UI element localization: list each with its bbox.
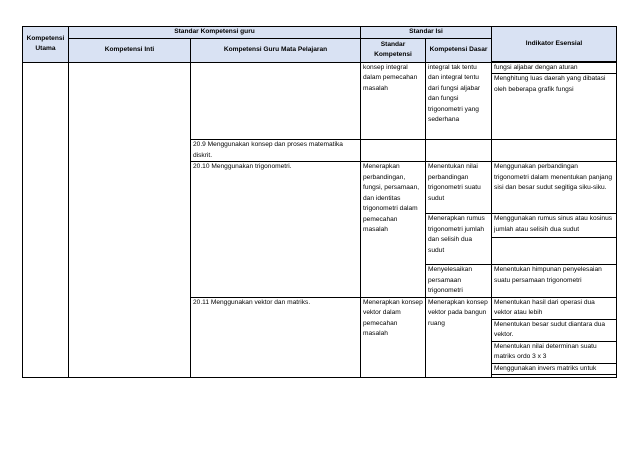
indikator-r1-1: fungsi aljabar dengan aturan: [492, 62, 617, 74]
kompetensi-inti-cell: [69, 62, 191, 378]
kompetensi-guru-r2: 20.9 Menggunakan konsep dan proses matematika diskrit.: [191, 140, 361, 162]
indikator-r1-2: Menghitung luas daerah yang dibatasi oleh beberapa grafik fungsi: [492, 74, 617, 140]
kompetensi-dasar-r4: Menerapkan konsep vektor pada bangun ruang: [426, 297, 492, 378]
standar-kompetensi-r4: Menerapkan konsep vektor dalam pemecahan masalah: [361, 297, 426, 378]
indikator-r4-tail: [492, 375, 617, 378]
standar-kompetensi-r3: Menerapkan perbandingan, fungsi, persamaan, dan identitas trigonometri dalam pemecahan masalah: [361, 162, 426, 298]
kompetensi-dasar-r3-3: Menyelesaikan persamaan trigonometri: [426, 265, 492, 298]
header-standar-isi: Standar Isi: [361, 27, 492, 39]
indikator-r3-blank: [492, 238, 617, 265]
kompetensi-dasar-r3-2: Menerapkan rumus trigonometri jumlah dan selisih dua sudut: [426, 214, 492, 265]
header-kompetensi-guru-mapel: Kompetensi Guru Mata Pelajaran: [191, 38, 361, 62]
standar-kompetensi-r2: [361, 140, 426, 162]
kompetensi-guru-r3: 20.10 Menggunakan trigonometri.: [191, 162, 361, 298]
kompetensi-guru-r4: 20.11 Menggunakan vektor dan matriks.: [191, 297, 361, 378]
indikator-r4-2: Menentukan besar sudut diantara dua vektor.: [492, 319, 617, 341]
indikator-r4-4: Menggunakan invers matriks untuk: [492, 363, 617, 375]
competency-table: [22, 26, 617, 378]
indikator-r4-1: Menentukan hasil dari operasi dua vektor atau lebih: [492, 297, 617, 319]
header-indikator-esensial: Indikator Esensial: [492, 27, 617, 62]
indikator-r2: [492, 140, 617, 162]
indikator-r3-2: Menggunakan rumus sinus atau kosinus jumlah atau selisih dua sudut: [492, 214, 617, 238]
kompetensi-guru-cell-r1: [191, 62, 361, 140]
header-kompetensi-inti: Kompetensi Inti: [69, 38, 191, 62]
indikator-r4-3: Menentukan nilai determinan suatu matriks ordo 3 x 3: [492, 341, 617, 363]
kompetensi-dasar-r2: [426, 140, 492, 162]
indikator-r3-1: Menggunakan perbandingan trigonometri dalam menentukan panjang sisi dan besar sudut segitiga siku-siku.: [492, 162, 617, 214]
header-kompetensi-dasar: Kompetensi Dasar: [426, 38, 492, 62]
header-kompetensi-utama: Kompetensi Utama: [23, 27, 69, 63]
indikator-r3-3: Menentukan himpunan penyelesaian suatu persamaan trigonometri: [492, 265, 617, 298]
header-standar-kompetensi-guru: Standar Kompetensi guru: [69, 27, 361, 39]
header-standar-kompetensi: Standar Kompetensi: [361, 38, 426, 62]
kompetensi-dasar-r1: integral tak tentu dan integral tentu dari fungsi aljabar dan fungsi trigonometri yang sederhana: [426, 62, 492, 140]
kompetensi-utama-cell: [23, 62, 69, 378]
kompetensi-dasar-r3-1: Menentukan nilai perbandingan trigonometri suatu sudut: [426, 162, 492, 214]
standar-kompetensi-r1: konsep integral dalam pemecahan masalah: [361, 62, 426, 140]
